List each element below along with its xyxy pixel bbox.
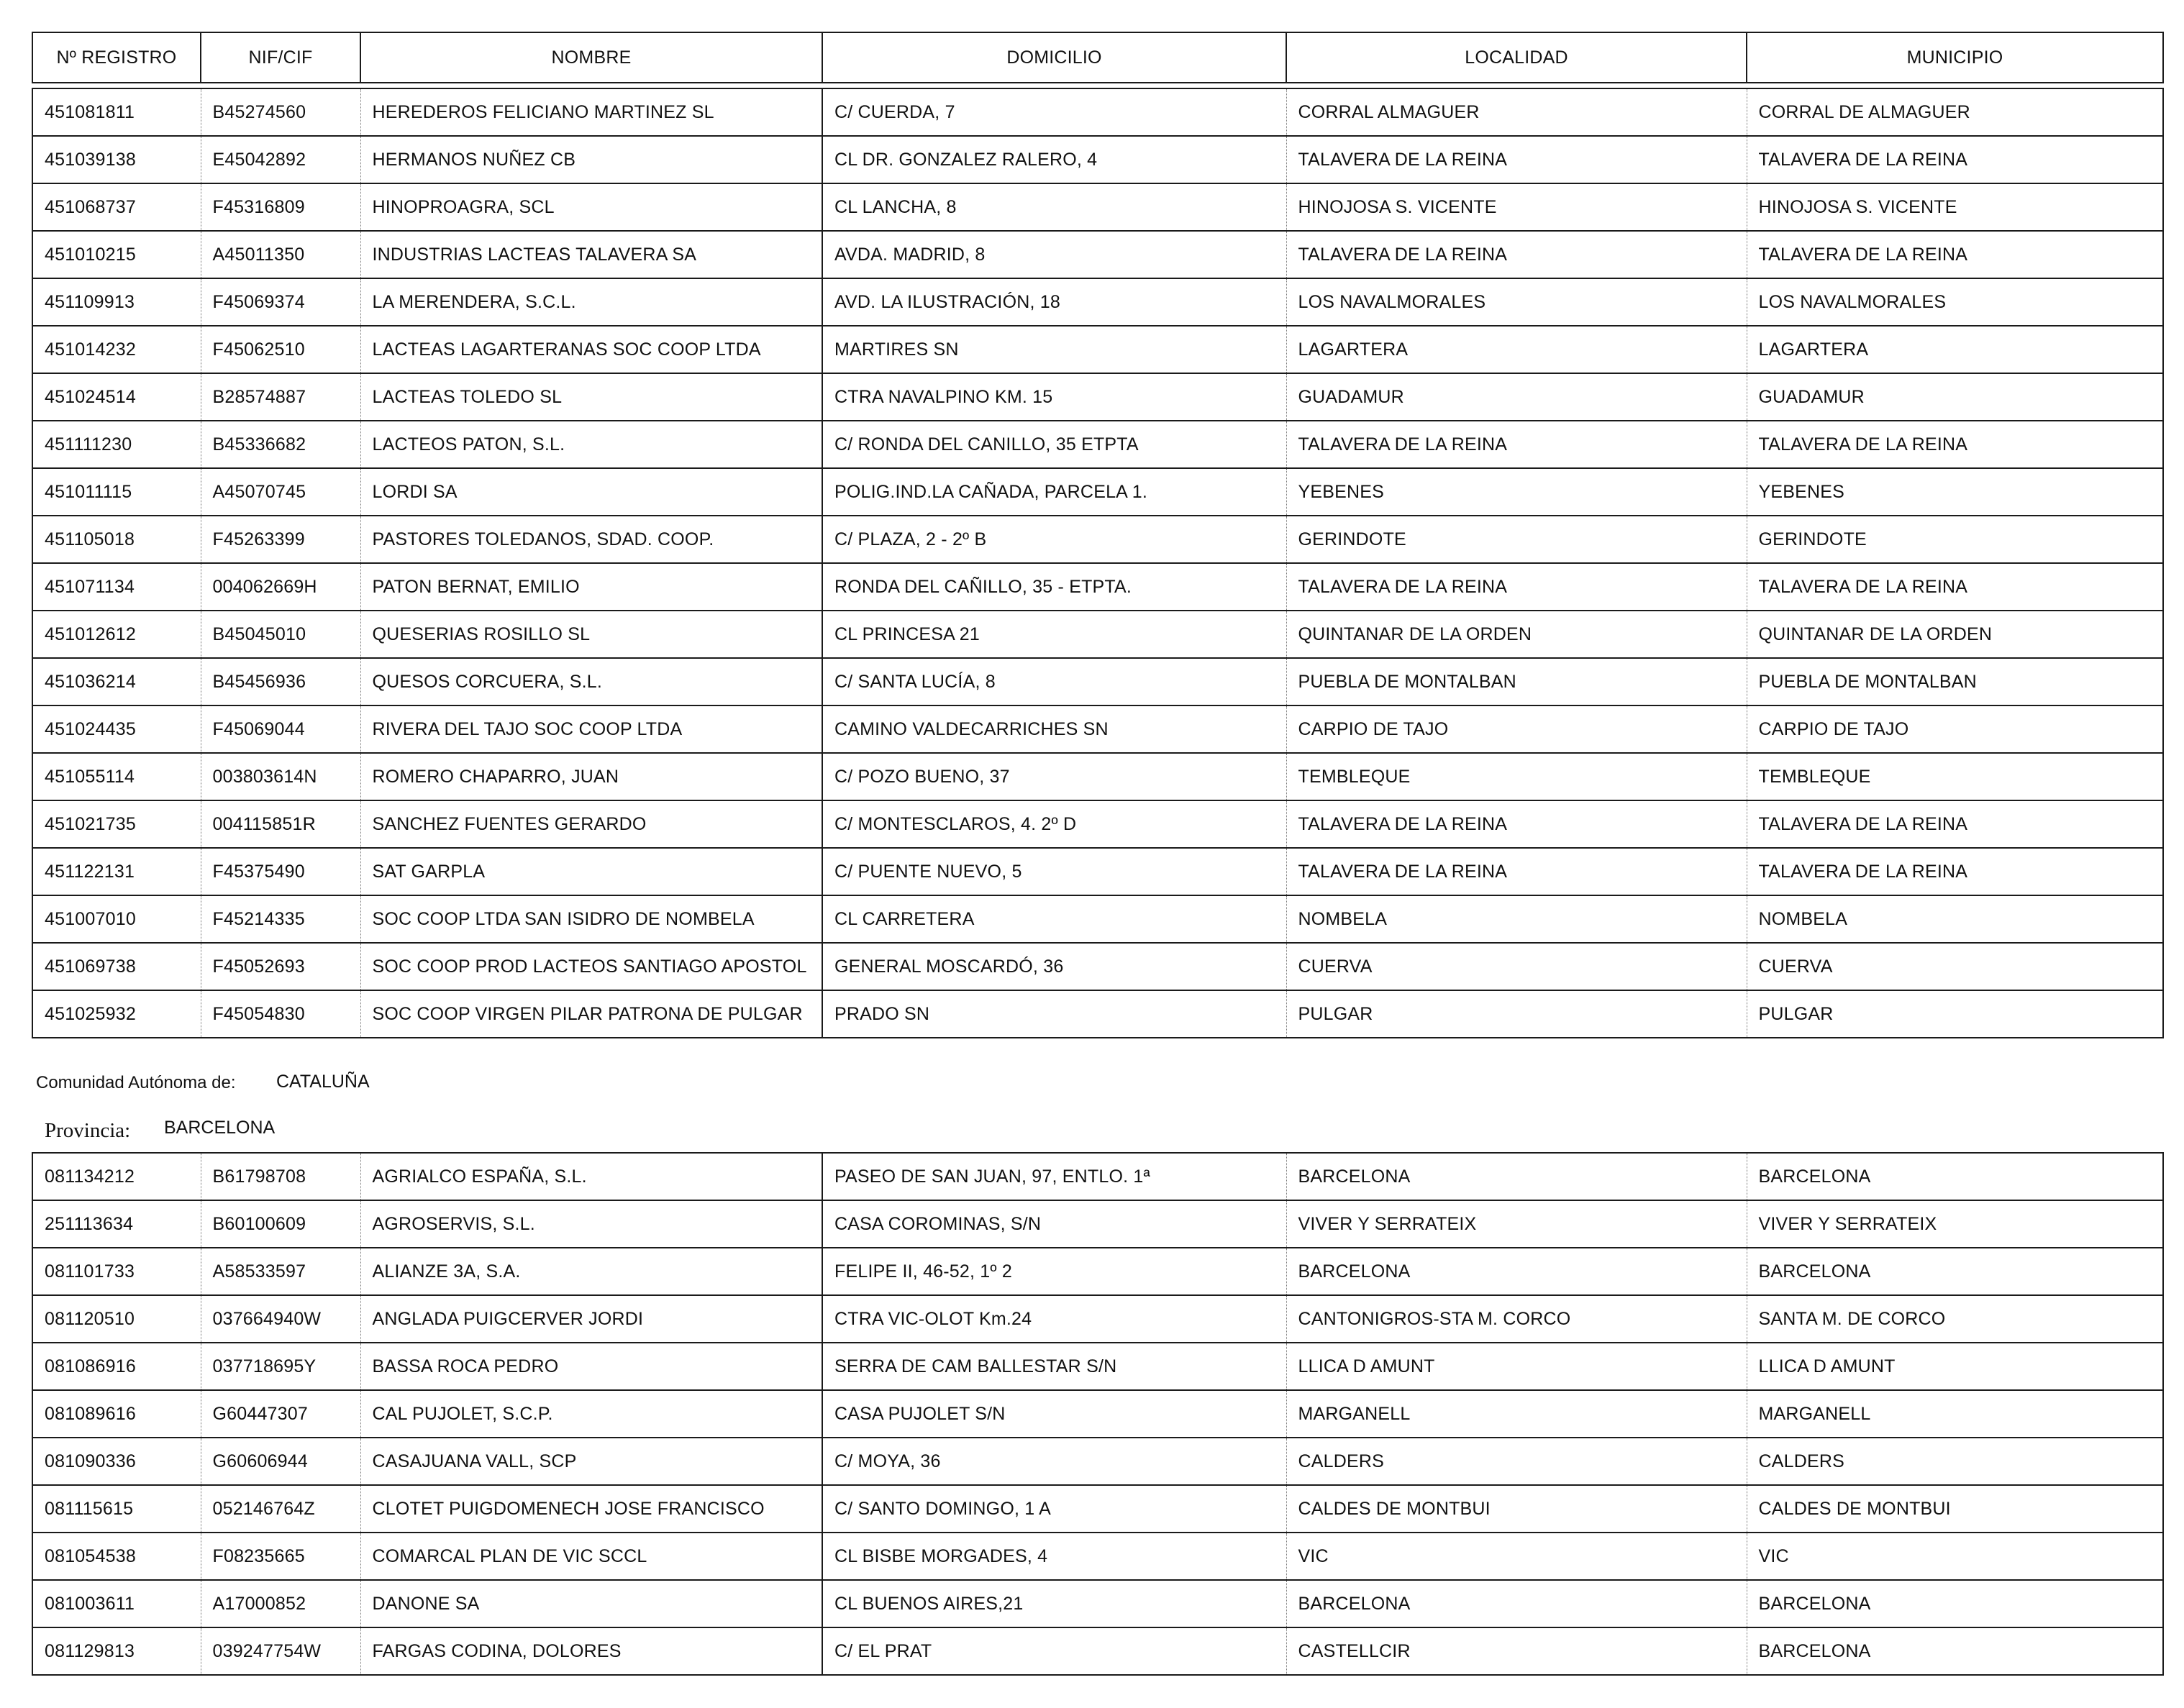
header-registro: Nº REGISTRO <box>32 32 201 83</box>
nombre-cell: INDUSTRIAS LACTEAS TALAVERA SA <box>360 231 822 278</box>
nombre-cell: RIVERA DEL TAJO SOC COOP LTDA <box>360 705 822 753</box>
table-row <box>32 373 2163 421</box>
registro-cell: 451105018 <box>32 516 201 563</box>
localidad-cell: CARPIO DE TAJO <box>1286 705 1747 753</box>
localidad-cell: QUINTANAR DE LA ORDEN <box>1286 611 1747 658</box>
nombre-cell: AGROSERVIS, S.L. <box>360 1200 822 1248</box>
table-row <box>32 563 2163 611</box>
municipio-cell: CUERVA <box>1747 943 2163 990</box>
municipio-cell: NOMBELA <box>1747 895 2163 943</box>
localidad-cell: CUERVA <box>1286 943 1747 990</box>
domicilio-cell: CTRA NAVALPINO KM. 15 <box>822 373 1286 421</box>
localidad-cell: CALDERS <box>1286 1438 1747 1485</box>
municipio-cell: BARCELONA <box>1747 1153 2163 1200</box>
domicilio-cell: AVDA. MADRID, 8 <box>822 231 1286 278</box>
registro-cell: 451111230 <box>32 421 201 468</box>
domicilio-cell: CL DR. GONZALEZ RALERO, 4 <box>822 136 1286 183</box>
nombre-cell: DANONE SA <box>360 1580 822 1627</box>
domicilio-cell: CL BISBE MORGADES, 4 <box>822 1533 1286 1580</box>
nombre-cell: CAL PUJOLET, S.C.P. <box>360 1390 822 1438</box>
nombre-cell: ANGLADA PUIGCERVER JORDI <box>360 1295 822 1343</box>
municipio-cell: CALDES DE MONTBUI <box>1747 1485 2163 1533</box>
localidad-cell: TALAVERA DE LA REINA <box>1286 136 1747 183</box>
municipio-cell: GERINDOTE <box>1747 516 2163 563</box>
municipio-cell: VIVER Y SERRATEIX <box>1747 1200 2163 1248</box>
registro-cell: 451011115 <box>32 468 201 516</box>
municipio-cell: BARCELONA <box>1747 1580 2163 1627</box>
table-row <box>32 1248 2163 1295</box>
nif-cell: B45274560 <box>201 88 360 136</box>
nif-cell: B28574887 <box>201 373 360 421</box>
nif-cell: B61798708 <box>201 1153 360 1200</box>
localidad-cell: CORRAL ALMAGUER <box>1286 88 1747 136</box>
province-value: BARCELONA <box>164 1118 276 1138</box>
table-row <box>32 1580 2163 1627</box>
nombre-cell: QUESERIAS ROSILLO SL <box>360 611 822 658</box>
municipio-cell: CORRAL DE ALMAGUER <box>1747 88 2163 136</box>
domicilio-cell: C/ EL PRAT <box>822 1627 1286 1675</box>
municipio-cell: TALAVERA DE LA REINA <box>1747 848 2163 895</box>
localidad-cell: TEMBLEQUE <box>1286 753 1747 800</box>
municipio-cell: PUEBLA DE MONTALBAN <box>1747 658 2163 705</box>
table-row <box>32 1533 2163 1580</box>
nif-cell: F45069374 <box>201 278 360 326</box>
nif-cell: 004115851R <box>201 800 360 848</box>
table-row <box>32 136 2163 183</box>
domicilio-cell: CASA PUJOLET S/N <box>822 1390 1286 1438</box>
municipio-cell: TALAVERA DE LA REINA <box>1747 800 2163 848</box>
domicilio-cell: CASA COROMINAS, S/N <box>822 1200 1286 1248</box>
registro-cell: 451014232 <box>32 326 201 373</box>
domicilio-cell: C/ MOYA, 36 <box>822 1438 1286 1485</box>
municipio-cell: TALAVERA DE LA REINA <box>1747 421 2163 468</box>
municipio-cell: YEBENES <box>1747 468 2163 516</box>
domicilio-cell: CTRA VIC-OLOT Km.24 <box>822 1295 1286 1343</box>
registro-cell: 251113634 <box>32 1200 201 1248</box>
registro-cell: 081129813 <box>32 1627 201 1675</box>
nombre-cell: HERMANOS NUÑEZ CB <box>360 136 822 183</box>
registro-cell: 451010215 <box>32 231 201 278</box>
municipio-cell: PULGAR <box>1747 990 2163 1038</box>
municipio-cell: QUINTANAR DE LA ORDEN <box>1747 611 2163 658</box>
nif-cell: 037718695Y <box>201 1343 360 1390</box>
nombre-cell: LACTEOS PATON, S.L. <box>360 421 822 468</box>
municipio-cell: BARCELONA <box>1747 1627 2163 1675</box>
nombre-cell: LACTEAS LAGARTERANAS SOC COOP LTDA <box>360 326 822 373</box>
table-row <box>32 326 2163 373</box>
domicilio-cell: PRADO SN <box>822 990 1286 1038</box>
municipio-cell: HINOJOSA S. VICENTE <box>1747 183 2163 231</box>
domicilio-cell: CL BUENOS AIRES,21 <box>822 1580 1286 1627</box>
nombre-cell: AGRIALCO ESPAÑA, S.L. <box>360 1153 822 1200</box>
nif-cell: F45054830 <box>201 990 360 1038</box>
registro-cell: 081054538 <box>32 1533 201 1580</box>
domicilio-cell: C/ SANTO DOMINGO, 1 A <box>822 1485 1286 1533</box>
localidad-cell: TALAVERA DE LA REINA <box>1286 421 1747 468</box>
nif-cell: B60100609 <box>201 1200 360 1248</box>
header-nif: NIF/CIF <box>201 32 360 83</box>
region-label: Comunidad Autónoma de: <box>36 1073 236 1092</box>
nif-cell: F45052693 <box>201 943 360 990</box>
nombre-cell: SANCHEZ FUENTES GERARDO <box>360 800 822 848</box>
registro-cell: 081134212 <box>32 1153 201 1200</box>
table-row <box>32 1153 2163 1200</box>
registro-cell: 451024514 <box>32 373 201 421</box>
nif-cell: A58533597 <box>201 1248 360 1295</box>
table-row <box>32 1390 2163 1438</box>
header-domicilio: DOMICILIO <box>822 32 1286 83</box>
domicilio-cell: CL LANCHA, 8 <box>822 183 1286 231</box>
nombre-cell: SAT GARPLA <box>360 848 822 895</box>
region-value: CATALUÑA <box>276 1072 370 1092</box>
municipio-cell: CARPIO DE TAJO <box>1747 705 2163 753</box>
localidad-cell: CANTONIGROS-STA M. CORCO <box>1286 1295 1747 1343</box>
domicilio-cell: SERRA DE CAM BALLESTAR S/N <box>822 1343 1286 1390</box>
table-row <box>32 1343 2163 1390</box>
nombre-cell: QUESOS CORCUERA, S.L. <box>360 658 822 705</box>
table-row <box>32 516 2163 563</box>
registro-cell: 081115615 <box>32 1485 201 1533</box>
nif-cell: F45214335 <box>201 895 360 943</box>
nif-cell: F45069044 <box>201 705 360 753</box>
table-row <box>32 468 2163 516</box>
localidad-cell: GUADAMUR <box>1286 373 1747 421</box>
nif-cell: A45070745 <box>201 468 360 516</box>
registro-cell: 081101733 <box>32 1248 201 1295</box>
nif-cell: 004062669H <box>201 563 360 611</box>
localidad-cell: GERINDOTE <box>1286 516 1747 563</box>
province-label: Provincia: <box>45 1119 131 1142</box>
nombre-cell: SOC COOP LTDA SAN ISIDRO DE NOMBELA <box>360 895 822 943</box>
localidad-cell: LLICA D AMUNT <box>1286 1343 1747 1390</box>
domicilio-cell: C/ MONTESCLAROS, 4. 2º D <box>822 800 1286 848</box>
municipio-cell: TALAVERA DE LA REINA <box>1747 136 2163 183</box>
localidad-cell: TALAVERA DE LA REINA <box>1286 848 1747 895</box>
localidad-cell: BARCELONA <box>1286 1580 1747 1627</box>
registro-cell: 451122131 <box>32 848 201 895</box>
domicilio-cell: AVD. LA ILUSTRACIÓN, 18 <box>822 278 1286 326</box>
nif-cell: F45316809 <box>201 183 360 231</box>
domicilio-cell: C/ POZO BUENO, 37 <box>822 753 1286 800</box>
registro-cell: 451024435 <box>32 705 201 753</box>
nif-cell: F08235665 <box>201 1533 360 1580</box>
barcelona-rows <box>32 1153 2163 1675</box>
nif-cell: F45062510 <box>201 326 360 373</box>
domicilio-cell: C/ PLAZA, 2 - 2º B <box>822 516 1286 563</box>
table-row <box>32 278 2163 326</box>
nif-cell: 039247754W <box>201 1627 360 1675</box>
nif-cell: B45336682 <box>201 421 360 468</box>
table-row <box>32 231 2163 278</box>
table-row <box>32 848 2163 895</box>
localidad-cell: TALAVERA DE LA REINA <box>1286 231 1747 278</box>
municipio-cell: LOS NAVALMORALES <box>1747 278 2163 326</box>
registro-cell: 081086916 <box>32 1343 201 1390</box>
localidad-cell: YEBENES <box>1286 468 1747 516</box>
registro-cell: 081090336 <box>32 1438 201 1485</box>
table-row <box>32 1200 2163 1248</box>
domicilio-cell: C/ CUERDA, 7 <box>822 88 1286 136</box>
nif-cell: 003803614N <box>201 753 360 800</box>
nif-cell: E45042892 <box>201 136 360 183</box>
table-row <box>32 421 2163 468</box>
nombre-cell: SOC COOP VIRGEN PILAR PATRONA DE PULGAR <box>360 990 822 1038</box>
header-municipio: MUNICIPIO <box>1747 32 2163 83</box>
nif-cell: 037664940W <box>201 1295 360 1343</box>
nombre-cell: PASTORES TOLEDANOS, SDAD. COOP. <box>360 516 822 563</box>
registro-cell: 451021735 <box>32 800 201 848</box>
table-row <box>32 658 2163 705</box>
nif-cell: F45375490 <box>201 848 360 895</box>
municipio-cell: BARCELONA <box>1747 1248 2163 1295</box>
table-row <box>32 88 2163 136</box>
nif-cell: G60606944 <box>201 1438 360 1485</box>
nif-cell: 052146764Z <box>201 1485 360 1533</box>
registro-cell: 451012612 <box>32 611 201 658</box>
localidad-cell: HINOJOSA S. VICENTE <box>1286 183 1747 231</box>
column-header-row <box>32 32 2163 83</box>
registro-cell: 451036214 <box>32 658 201 705</box>
municipio-cell: TALAVERA DE LA REINA <box>1747 563 2163 611</box>
table-row <box>32 1438 2163 1485</box>
table-row <box>32 1485 2163 1533</box>
table-row <box>32 705 2163 753</box>
domicilio-cell: CAMINO VALDECARRICHES SN <box>822 705 1286 753</box>
domicilio-cell: C/ PUENTE NUEVO, 5 <box>822 848 1286 895</box>
table-row <box>32 1295 2163 1343</box>
nif-cell: A45011350 <box>201 231 360 278</box>
barcelona-registry-table <box>32 1152 2164 1676</box>
municipio-cell: GUADAMUR <box>1747 373 2163 421</box>
table-row <box>32 895 2163 943</box>
domicilio-cell: POLIG.IND.LA CAÑADA, PARCELA 1. <box>822 468 1286 516</box>
nif-cell: B45045010 <box>201 611 360 658</box>
localidad-cell: PULGAR <box>1286 990 1747 1038</box>
nombre-cell: ALIANZE 3A, S.A. <box>360 1248 822 1295</box>
registro-cell: 081089616 <box>32 1390 201 1438</box>
registro-cell: 451007010 <box>32 895 201 943</box>
nombre-cell: CASAJUANA VALL, SCP <box>360 1438 822 1485</box>
localidad-cell: MARGANELL <box>1286 1390 1747 1438</box>
nombre-cell: CLOTET PUIGDOMENECH JOSE FRANCISCO <box>360 1485 822 1533</box>
table-row <box>32 990 2163 1038</box>
localidad-cell: CASTELLCIR <box>1286 1627 1747 1675</box>
nombre-cell: LORDI SA <box>360 468 822 516</box>
table-row <box>32 1627 2163 1675</box>
nif-cell: B45456936 <box>201 658 360 705</box>
localidad-cell: BARCELONA <box>1286 1248 1747 1295</box>
header-localidad: LOCALIDAD <box>1286 32 1747 83</box>
nombre-cell: ROMERO CHAPARRO, JUAN <box>360 753 822 800</box>
table-row <box>32 183 2163 231</box>
registro-cell: 081003611 <box>32 1580 201 1627</box>
domicilio-cell: PASEO DE SAN JUAN, 97, ENTLO. 1ª <box>822 1153 1286 1200</box>
municipio-cell: CALDERS <box>1747 1438 2163 1485</box>
header-nombre: NOMBRE <box>360 32 822 83</box>
registro-cell: 451039138 <box>32 136 201 183</box>
domicilio-cell: C/ RONDA DEL CANILLO, 35 ETPTA <box>822 421 1286 468</box>
localidad-cell: VIC <box>1286 1533 1747 1580</box>
localidad-cell: CALDES DE MONTBUI <box>1286 1485 1747 1533</box>
nombre-cell: FARGAS CODINA, DOLORES <box>360 1627 822 1675</box>
registro-cell: 451071134 <box>32 563 201 611</box>
localidad-cell: VIVER Y SERRATEIX <box>1286 1200 1747 1248</box>
table-row <box>32 753 2163 800</box>
municipio-cell: TALAVERA DE LA REINA <box>1747 231 2163 278</box>
nif-cell: G60447307 <box>201 1390 360 1438</box>
nombre-cell: HEREDEROS FELICIANO MARTINEZ SL <box>360 88 822 136</box>
localidad-cell: BARCELONA <box>1286 1153 1747 1200</box>
localidad-cell: LOS NAVALMORALES <box>1286 278 1747 326</box>
domicilio-cell: CL CARRETERA <box>822 895 1286 943</box>
table-row <box>32 800 2163 848</box>
municipio-cell: SANTA M. DE CORCO <box>1747 1295 2163 1343</box>
toledo-rows <box>32 88 2163 1038</box>
registro-cell: 451068737 <box>32 183 201 231</box>
localidad-cell: TALAVERA DE LA REINA <box>1286 800 1747 848</box>
localidad-cell: LAGARTERA <box>1286 326 1747 373</box>
municipio-cell: LAGARTERA <box>1747 326 2163 373</box>
localidad-cell: TALAVERA DE LA REINA <box>1286 563 1747 611</box>
nombre-cell: LACTEAS TOLEDO SL <box>360 373 822 421</box>
registro-cell: 451069738 <box>32 943 201 990</box>
municipio-cell: TEMBLEQUE <box>1747 753 2163 800</box>
nombre-cell: LA MERENDERA, S.C.L. <box>360 278 822 326</box>
nombre-cell: PATON BERNAT, EMILIO <box>360 563 822 611</box>
domicilio-cell: GENERAL MOSCARDÓ, 36 <box>822 943 1286 990</box>
domicilio-cell: RONDA DEL CAÑILLO, 35 - ETPTA. <box>822 563 1286 611</box>
domicilio-cell: C/ SANTA LUCÍA, 8 <box>822 658 1286 705</box>
nombre-cell: HINOPROAGRA, SCL <box>360 183 822 231</box>
domicilio-cell: MARTIRES SN <box>822 326 1286 373</box>
nif-cell: F45263399 <box>201 516 360 563</box>
nombre-cell: BASSA ROCA PEDRO <box>360 1343 822 1390</box>
municipio-cell: VIC <box>1747 1533 2163 1580</box>
municipio-cell: LLICA D AMUNT <box>1747 1343 2163 1390</box>
registro-cell: 451081811 <box>32 88 201 136</box>
domicilio-cell: FELIPE II, 46-52, 1º 2 <box>822 1248 1286 1295</box>
table-row <box>32 611 2163 658</box>
toledo-registry-table <box>32 88 2164 1038</box>
nombre-cell: SOC COOP PROD LACTEOS SANTIAGO APOSTOL <box>360 943 822 990</box>
nombre-cell: COMARCAL PLAN DE VIC SCCL <box>360 1533 822 1580</box>
localidad-cell: PUEBLA DE MONTALBAN <box>1286 658 1747 705</box>
domicilio-cell: CL PRINCESA 21 <box>822 611 1286 658</box>
registro-cell: 451109913 <box>32 278 201 326</box>
nif-cell: A17000852 <box>201 1580 360 1627</box>
registro-cell: 451025932 <box>32 990 201 1038</box>
municipio-cell: MARGANELL <box>1747 1390 2163 1438</box>
table-row <box>32 943 2163 990</box>
registro-cell: 451055114 <box>32 753 201 800</box>
column-header-table <box>32 32 2164 83</box>
localidad-cell: NOMBELA <box>1286 895 1747 943</box>
registro-cell: 081120510 <box>32 1295 201 1343</box>
